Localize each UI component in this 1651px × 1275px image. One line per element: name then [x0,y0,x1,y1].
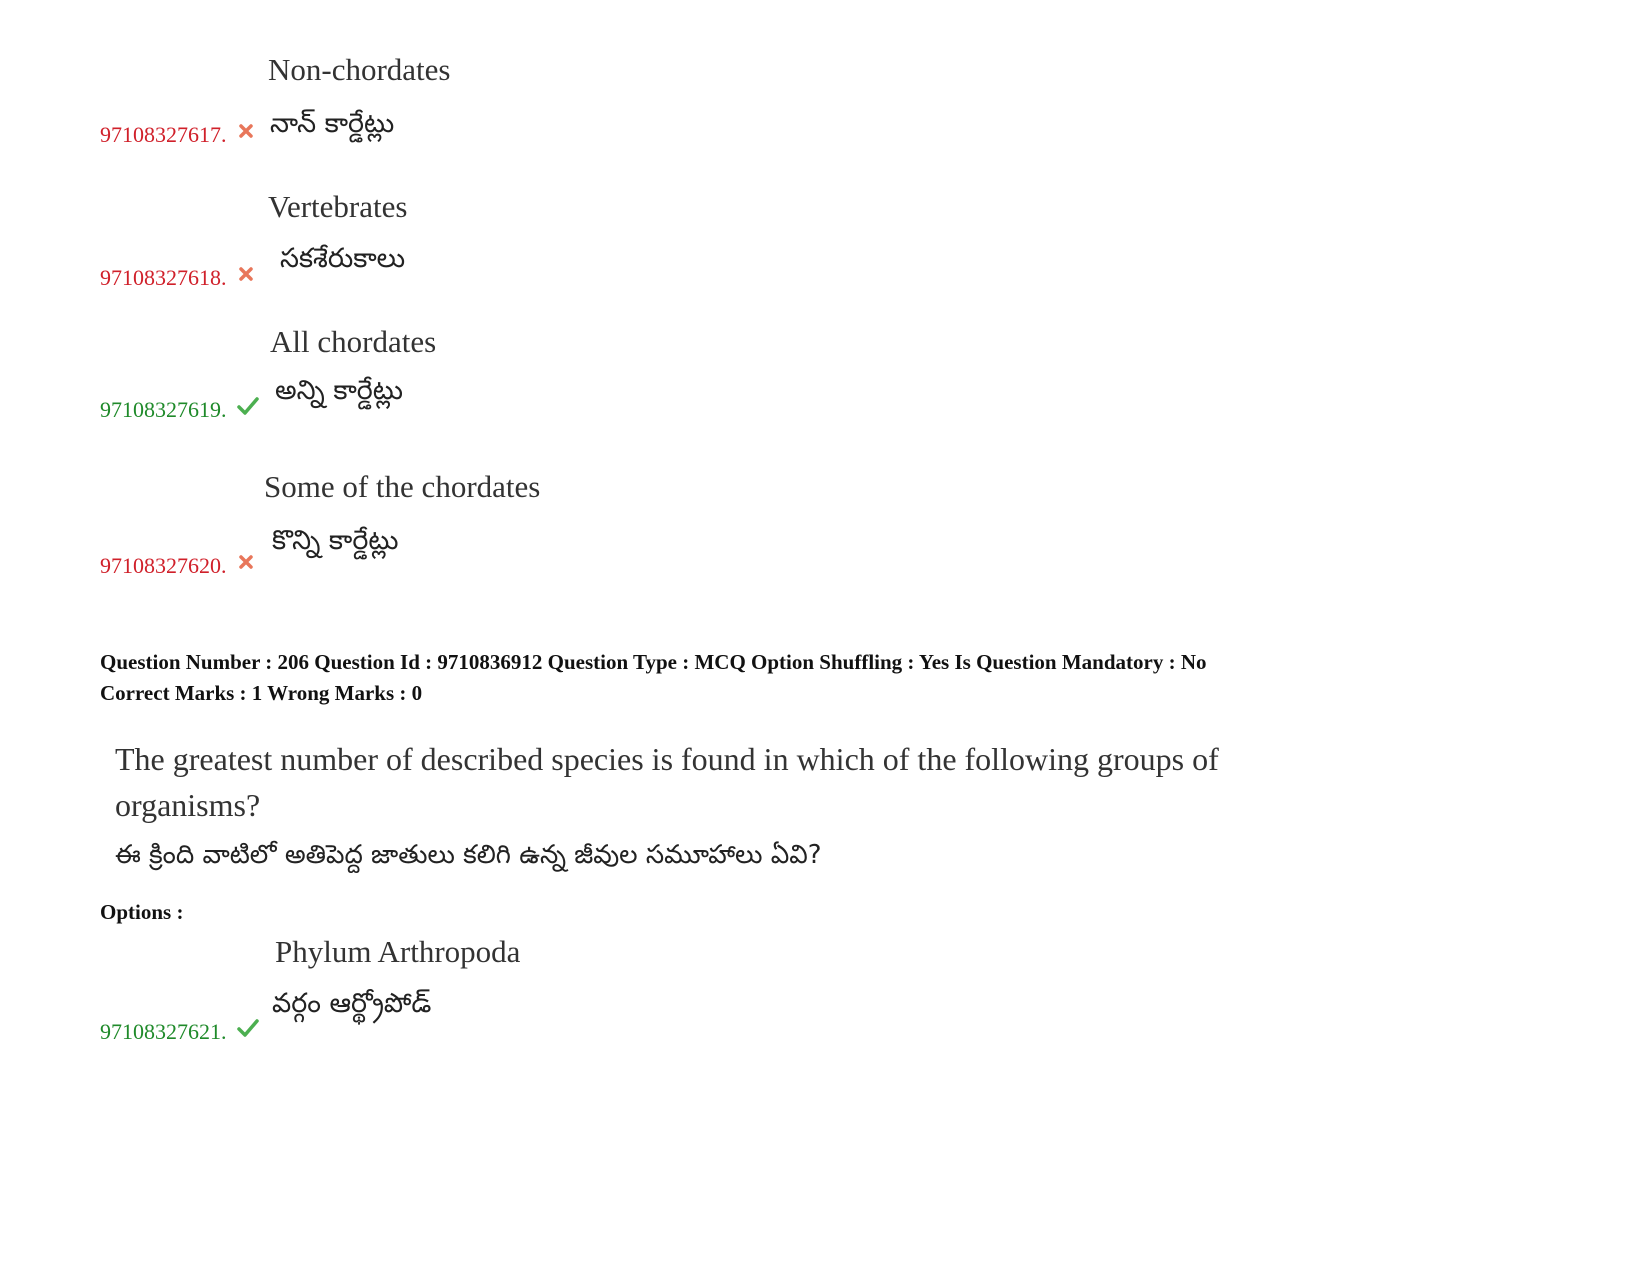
option-text-telugu: నాన్ కార్డేట్లు [270,108,395,139]
option-text-telugu: అన్ని కార్డేట్లు [275,375,403,406]
option-text-english: Non-chordates [268,52,451,87]
cross-icon [238,266,254,282]
question-text-telugu: ఈ క్రింది వాటిలో అతిపెద్ద జాతులు కలిగి ఉన్న జీవుల సమూహాలు ఏవి? [115,840,822,870]
question-meta-line1: Question Number : 206 Question Id : 9710836912 Question Type : MCQ Option Shuffling : Yes Is Question Mandatory : No [100,650,1207,674]
option-id: 97108327620. [100,553,227,578]
check-icon [236,396,260,416]
option-id: 97108327618. [100,265,227,290]
check-icon [236,1018,260,1038]
option-text-english: Some of the chordates [264,469,541,504]
option-text-telugu: సకశేరుకాలు [280,243,406,274]
cross-icon [238,123,254,139]
option-id: 97108327617. [100,122,227,147]
option-id: 97108327619. [100,397,227,422]
option-text-telugu: వర్గం ఆర్థ్రోపోడ్ [272,988,432,1019]
option-text-telugu: కొన్ని కార్డేట్లు [272,525,399,556]
question-meta-line2: Correct Marks : 1 Wrong Marks : 0 [100,681,423,705]
question-text-english: The greatest number of described species is found in which of the following groups of organisms? [115,741,1219,823]
option-id: 97108327621. [100,1019,227,1044]
options-label: Options : [100,900,184,924]
cross-icon [238,554,254,570]
option-text-english: Vertebrates [268,189,408,224]
option-text-english: All chordates [270,324,437,359]
option-text-english: Phylum Arthropoda [275,934,521,969]
